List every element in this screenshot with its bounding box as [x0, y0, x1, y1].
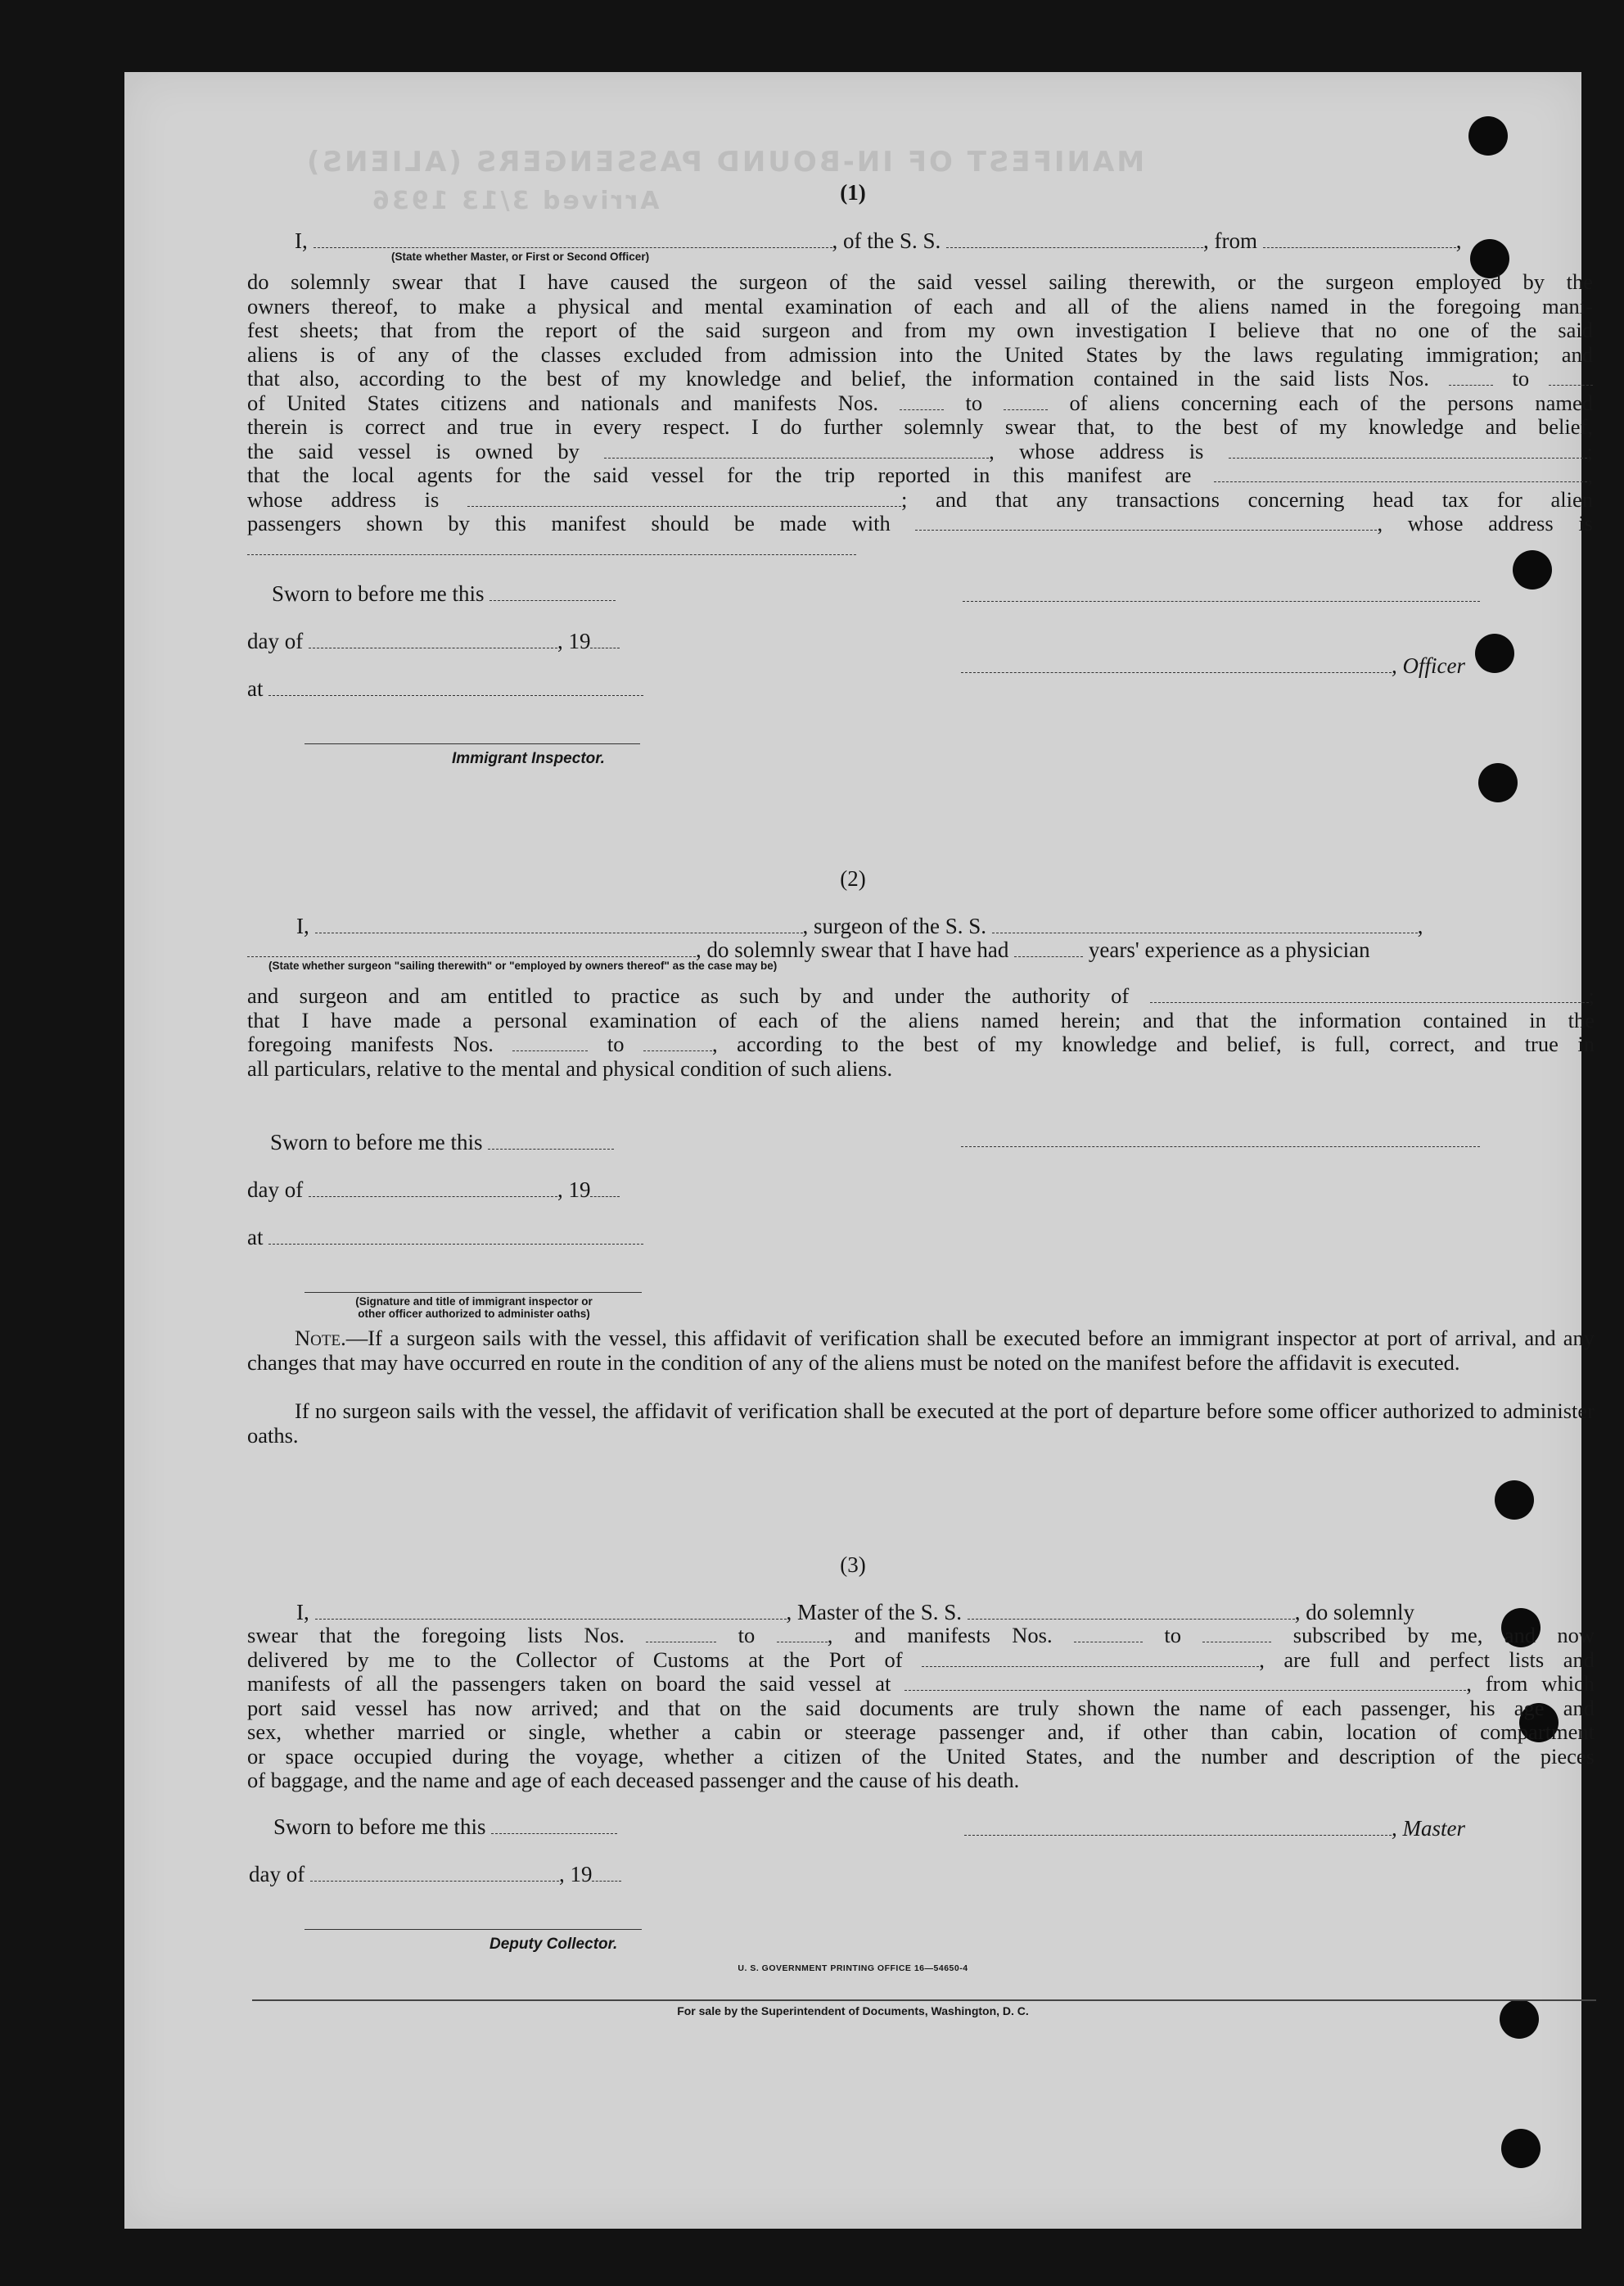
s2-sworn — [270, 1130, 614, 1154]
surgeon-note-paragraph — [247, 1326, 1595, 1375]
vessel-name-field[interactable] — [946, 231, 1203, 248]
section-2-number: (2) — [840, 866, 866, 891]
s2-line6: all particulars, relative to the mental and physical condition of such aliens. — [247, 1055, 893, 1081]
i-label: I, — [296, 1600, 309, 1624]
s1-line11 — [247, 512, 1593, 536]
years-experience-label: years' experience as a physician — [1088, 937, 1370, 962]
officer-signature-field[interactable] — [961, 656, 1392, 673]
s2-vessel-field[interactable] — [992, 916, 1418, 933]
document-sheet — [124, 72, 1595, 2229]
list-no-to-field[interactable] — [1549, 368, 1593, 386]
bleed-through-header: MANIFEST OF IN-BOUND PASSENGERS (ALIENS) — [304, 146, 1145, 178]
sworn-date-field[interactable] — [489, 584, 616, 601]
master-label: , Master — [1392, 1816, 1465, 1841]
local-agents-label: that the local agents for the said vessel for the trip reported in this manifest are — [247, 463, 1192, 487]
lists-tail: , are full and perfect lists and — [1259, 1647, 1595, 1672]
s1-line1: do solemnly swear that I have caused the surgeon of the said vessel sailing therewith, or the surgeon employed by the — [247, 269, 1593, 294]
s3-manifest-from-field[interactable] — [1074, 1625, 1143, 1642]
of-ss-label: , of the S. S. — [832, 228, 941, 253]
s2-day-of — [247, 1177, 620, 1202]
head-tax-party-field[interactable] — [915, 513, 1377, 531]
month-field[interactable] — [309, 631, 557, 648]
local-agents-field[interactable] — [1214, 465, 1587, 482]
s1-line9 — [247, 463, 1593, 488]
s1-officer — [961, 653, 1465, 678]
owned-by-label: the said vessel is owned by — [247, 438, 580, 463]
surgeon-name-field[interactable] — [315, 916, 803, 933]
lists-nos-label: swear that the foregoing lists Nos. — [247, 1623, 625, 1647]
signature-note-line2: other officer authorized to administer oaths) — [358, 1308, 590, 1320]
year-label: , 19 — [557, 629, 591, 653]
whose-address-label: , whose address is — [989, 438, 1204, 463]
to-label: to — [607, 1032, 625, 1056]
note-label: Note. — [295, 1326, 346, 1350]
inspector-signature-line[interactable] — [304, 1292, 642, 1293]
bleed-through-date: Arrived 3/13 1936 — [370, 187, 660, 215]
s2-line5-tail: , according to the best of my knowledge and belief, is full, correct, and true in — [712, 1032, 1595, 1056]
owner-field[interactable] — [604, 441, 989, 459]
at-label: at — [247, 1225, 264, 1249]
signature-note-line1: (Signature and title of immigrant inspector or — [355, 1295, 593, 1308]
s1-day-of — [247, 629, 620, 653]
sworn-label: Sworn to before me this — [270, 1130, 483, 1154]
subscribed-label: subscribed by me, and now — [1292, 1623, 1595, 1647]
do-solemnly-label: , do solemnly — [1294, 1600, 1414, 1624]
boarding-port-field[interactable] — [904, 1674, 1466, 1691]
s2-line5 — [247, 1032, 1595, 1057]
at-label: at — [247, 676, 264, 701]
year-label: , 19 — [557, 1177, 591, 1202]
s2-manifest-from-field[interactable] — [512, 1034, 588, 1051]
s3-list-to-field[interactable] — [777, 1625, 828, 1642]
no-surgeon-paragraph: If no surgeon sails with the vessel, the affidavit of verification shall be executed at the port of departure before some officer authorized to administer oaths. — [247, 1398, 1595, 1448]
year-field[interactable] — [590, 631, 620, 648]
s3-manifest-to-field[interactable] — [1202, 1625, 1271, 1642]
s1-line4: aliens is of any of the classes excluded from admission into the United States by the laws regulating immigration; and — [247, 341, 1593, 367]
comma: , — [1455, 228, 1462, 253]
s1-line6-tail: of aliens concerning each of the persons named — [1069, 390, 1594, 415]
binder-hole — [1478, 763, 1518, 802]
head-tax-address-field[interactable] — [247, 538, 856, 555]
month-field[interactable] — [310, 1864, 559, 1882]
s3-line7: or space occupied during the voyage, whether a citizen of the United States, and the number and description of the pieces — [247, 1743, 1595, 1769]
master-of-ss-label: , Master of the S. S. — [786, 1600, 962, 1624]
agent-address-field[interactable] — [467, 490, 901, 507]
from-label: , from — [1203, 228, 1257, 253]
from-port-field[interactable] — [1263, 231, 1456, 248]
from-which-label: , from which — [1466, 1671, 1595, 1696]
s1-line6 — [247, 391, 1593, 416]
section-3-body — [247, 1624, 1595, 1793]
surgeon-note: (State whether surgeon "sailing therewith" or "employed by owners thereof" as the case may be) — [268, 960, 778, 972]
s1-line7: therein is correct and true in every respect. I do further solemnly swear that, to the best of my knowledge and belief, — [247, 414, 1593, 439]
s2-line4: that I have made a personal examination of each of the aliens named herein; and that the information contained in the — [247, 1007, 1595, 1032]
s1-sworn — [272, 581, 616, 606]
owner-address-field[interactable] — [1229, 441, 1587, 459]
s3-line5: port said vessel has now arrived; and that on the said documents are truly shown the name of each passenger, his age and — [247, 1695, 1595, 1720]
sworn-date-field[interactable] — [491, 1817, 617, 1834]
printing-office-imprint: U. S. GOVERNMENT PRINTING OFFICE 16—54650-4 — [738, 1963, 968, 1973]
s1-at — [247, 676, 643, 701]
day-of-label: day of — [249, 1862, 305, 1886]
comma: , — [1417, 914, 1423, 938]
sworn-date-field[interactable] — [488, 1132, 614, 1150]
deputy-collector-label: Deputy Collector. — [489, 1936, 618, 1953]
authority-label: and surgeon and am entitled to practice as such by and under the authority of — [247, 983, 1130, 1008]
section-1-opening-line — [295, 228, 1462, 253]
officer-note: (State whether Master, or First or Second Officer) — [391, 251, 650, 263]
s2-line2 — [247, 937, 1370, 962]
binder-hole — [1475, 634, 1514, 673]
s1-line6-text: of United States citizens and nationals and manifests Nos. — [247, 390, 879, 415]
s3-master — [964, 1816, 1465, 1841]
signature-note — [295, 1295, 653, 1320]
officer-name-field[interactable] — [314, 231, 832, 248]
port-field[interactable] — [922, 1650, 1259, 1667]
boarding-label: manifests of all the passengers taken on board the said vessel at — [247, 1671, 891, 1696]
s3-line3 — [247, 1648, 1595, 1673]
manifests-nos-label: foregoing manifests Nos. — [247, 1032, 494, 1056]
authority-field[interactable] — [1150, 986, 1589, 1003]
inspector-signature-line[interactable] — [304, 743, 640, 744]
manifest-no-to-field[interactable] — [1004, 393, 1048, 410]
binder-hole — [1501, 2129, 1541, 2168]
semicolon: ; — [1586, 438, 1593, 463]
s1-line2: owners thereof, to make a physical and mental examination of each and all of the aliens named in the foregoing mani- — [247, 293, 1593, 319]
whose-address-label: , whose address is — [1377, 511, 1593, 535]
whose-address-label: whose address is — [247, 486, 440, 512]
s2-line3 — [247, 984, 1595, 1009]
s3-list-from-field[interactable] — [646, 1625, 716, 1642]
surgeon-type-field[interactable] — [247, 940, 696, 957]
section-3-number: (3) — [840, 1552, 866, 1577]
s1-line12 — [247, 536, 1593, 561]
sworn-label: Sworn to before me this — [272, 581, 485, 606]
s1-line5-text: that also, according to the best of my knowledge and belief, the information contained in the said lists Nos. — [247, 366, 1429, 391]
surgeon-of-ss-label: , surgeon of the S. S. — [802, 914, 987, 938]
footer-rule — [252, 1999, 1596, 2001]
i-label: I, — [295, 228, 308, 253]
manifest-no-from-field[interactable] — [900, 393, 944, 410]
s3-line6: sex, whether married or single, whether a cabin or steerage passenger and, if other than cabin, location of compartment — [247, 1719, 1595, 1744]
place-field[interactable] — [268, 679, 643, 696]
s1-line3: fest sheets; that from the report of the said surgeon and from my own investigation I believe that no one of the said — [247, 318, 1593, 342]
s1-line5 — [247, 367, 1593, 391]
to-label: to — [965, 390, 983, 415]
to-label: to — [1164, 1623, 1182, 1647]
note-text: —If a surgeon sails with the vessel, this affidavit of verification shall be executed before an immigrant inspector at port of arrival, and any changes that may have occurred en route in the condition of any of the aliens must be noted on the manifest before the affidavit is executed. — [247, 1326, 1595, 1375]
day-of-label: day of — [247, 1177, 304, 1202]
place-field[interactable] — [268, 1227, 643, 1245]
surgeon-signature-line[interactable] — [961, 1146, 1480, 1147]
s3-line4 — [247, 1672, 1595, 1696]
day-of-label: day of — [247, 629, 304, 653]
officer-label: , Officer — [1392, 653, 1465, 678]
head-tax-with-label: passengers shown by this manifest should be made with — [247, 511, 891, 535]
s3-line1 — [296, 1600, 1414, 1624]
binder-hole — [1495, 1480, 1534, 1520]
s3-line2 — [247, 1624, 1595, 1648]
to-label: to — [738, 1623, 756, 1647]
section-2-body — [247, 984, 1595, 1081]
manifests-nos-label: , and manifests Nos. — [827, 1623, 1053, 1647]
master-name-field[interactable] — [315, 1602, 787, 1620]
master-signature-field[interactable] — [964, 1818, 1392, 1836]
semicolon: ; — [1588, 983, 1595, 1008]
s2-line1 — [296, 914, 1423, 938]
year-field[interactable] — [592, 1864, 621, 1882]
immigrant-inspector-label: Immigrant Inspector. — [452, 750, 605, 767]
s3-sworn — [273, 1814, 617, 1839]
s3-line8: of baggage, and the name and age of each deceased passenger and the cause of his death. — [247, 1768, 1020, 1792]
section-1-number: (1) — [840, 180, 866, 205]
list-no-from-field[interactable] — [1449, 368, 1493, 386]
binder-hole — [1468, 116, 1508, 156]
comma: , — [1587, 463, 1594, 487]
for-sale-notice: For sale by the Superintendent of Documents, Washington, D. C. — [677, 2004, 1029, 2017]
year-field[interactable] — [590, 1180, 620, 1197]
s1-line8 — [247, 440, 1593, 464]
i-label: I, — [296, 914, 309, 938]
port-label: delivered by me to the Collector of Customs at the Port of — [247, 1647, 903, 1672]
years-experience-field[interactable] — [1014, 940, 1083, 957]
month-field[interactable] — [309, 1180, 557, 1197]
s3-day-of — [249, 1862, 621, 1886]
year-label: , 19 — [558, 1862, 593, 1886]
section-1-body — [247, 270, 1593, 560]
s1-line10 — [247, 488, 1593, 513]
to-label: to — [1512, 366, 1530, 391]
collector-signature-line[interactable] — [304, 1929, 642, 1930]
s2-manifest-to-field[interactable] — [643, 1034, 712, 1051]
head-tax-text: ; and that any transactions concerning head tax for alien — [900, 486, 1593, 512]
officer-signature-line-top[interactable] — [963, 601, 1480, 602]
s3-vessel-field[interactable] — [968, 1602, 1295, 1620]
s2-at — [247, 1225, 643, 1249]
sworn-label: Sworn to before me this — [273, 1814, 486, 1839]
surgeon-swear-text: , do solemnly swear that I have had — [696, 937, 1009, 962]
